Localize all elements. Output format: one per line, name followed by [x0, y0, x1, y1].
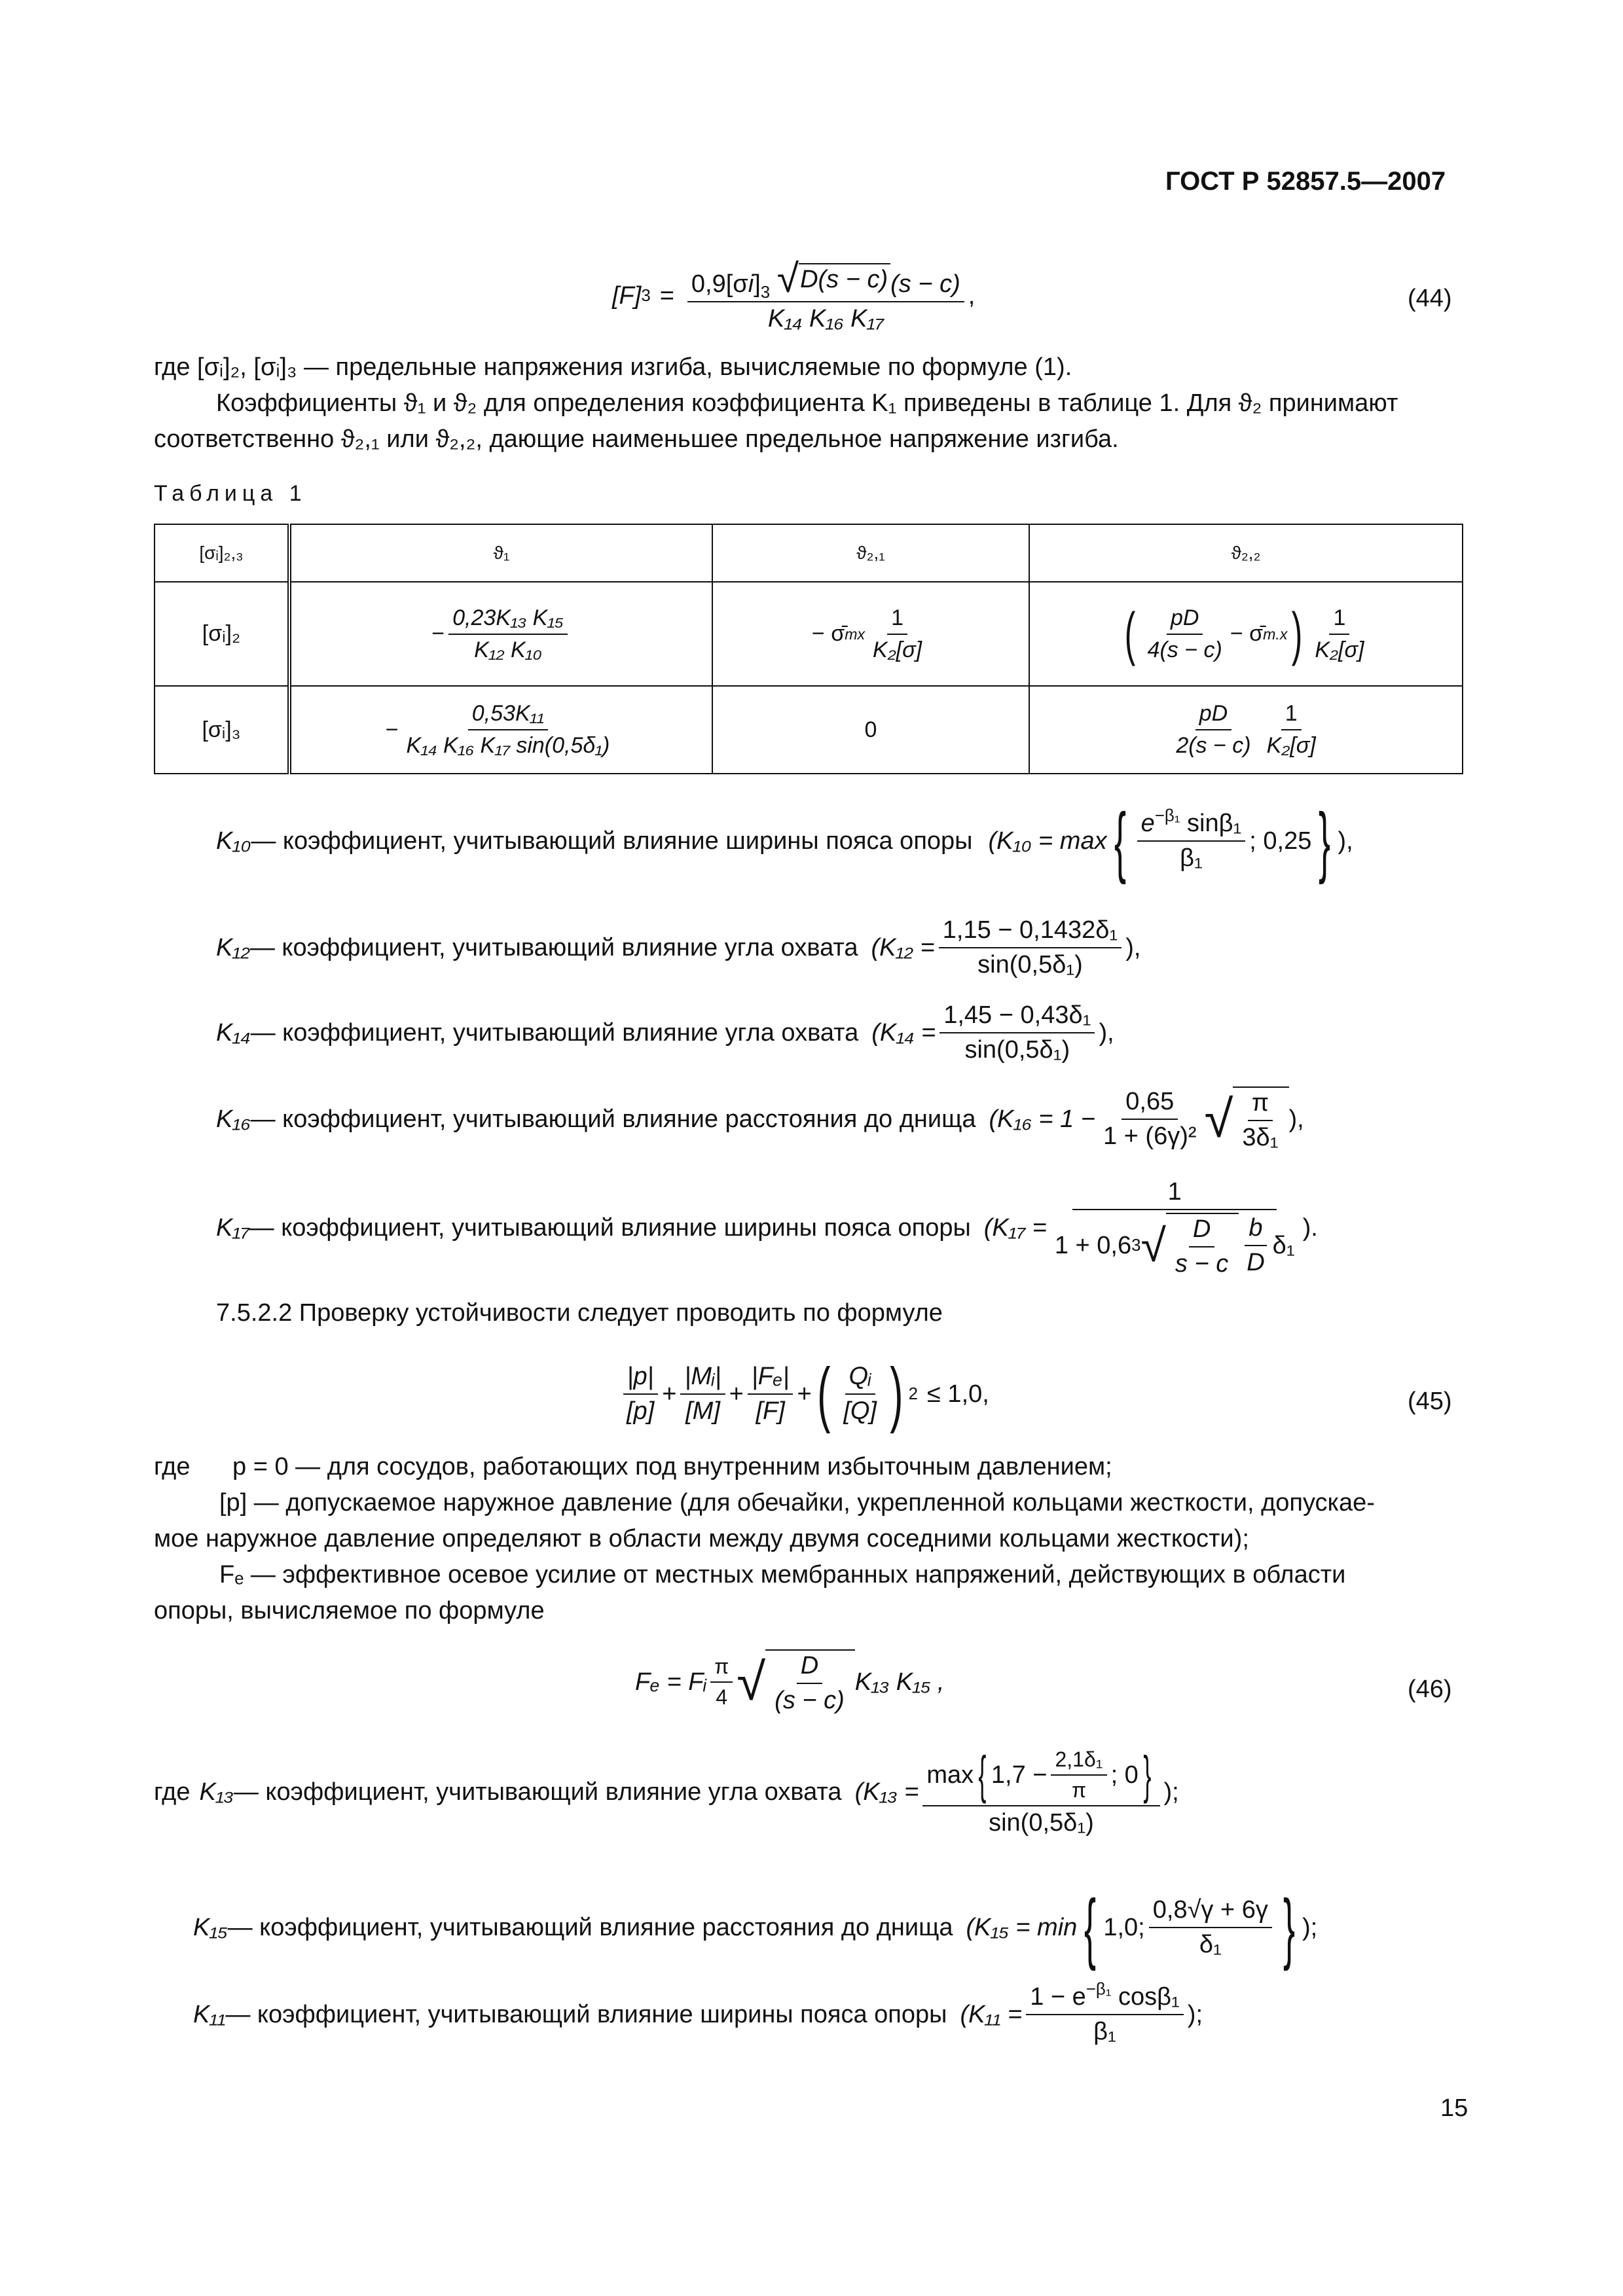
- frac-den: K₂[σ]: [1315, 637, 1364, 662]
- def-close: ),: [1125, 933, 1141, 961]
- frac-num: 1: [1329, 605, 1349, 635]
- def-text: — коэффициент, учитывающий влияние расстояния до днища: [227, 1913, 953, 1941]
- def-close: ),: [1338, 827, 1353, 855]
- frac-den: π: [1071, 1778, 1087, 1802]
- def-formula-pre: (K₁₇ =: [983, 1214, 1047, 1242]
- eq44-num-rest: ]: [754, 270, 761, 298]
- para1-line3: соответственно ϑ₂,₁ или ϑ₂,₂, дающие наименьшее предельное напряжение изгиба.: [154, 425, 1119, 453]
- frac-num: |Fₑ|: [748, 1363, 793, 1395]
- def-close: );: [1187, 2000, 1203, 2028]
- frac-num-tail: cosβ₁: [1111, 1983, 1180, 2011]
- section-7-5-2-2: 7.5.2.2 Проверку устойчивости следует проводить по формуле: [216, 1299, 943, 1327]
- table-header-theta1: ϑ₁: [289, 524, 712, 582]
- para1-line1: где [σᵢ]₂, [σᵢ]₃ — предельные напряжения изгиба, вычисляемые по формуле (1).: [154, 353, 1072, 381]
- frac-den: K₂[σ]: [1266, 733, 1316, 758]
- frac-den: sin(0,5δ₁): [989, 1809, 1094, 1837]
- frac-num: |p|: [623, 1363, 658, 1395]
- def-k14: [216, 1001, 1114, 1064]
- def-k16: K₁₆ — коэффициент, учитывающий влияние расстояния до днища (K₁₆ = 1 − $\frac{0,65}{\text{1 + (6γ)²}}$ √ $\frac{\pi}{\text{3δ₁}}$ ),: [216, 1088, 1304, 1151]
- def-text: — коэффициент, учитывающий влияние ширины пояса опоры: [249, 1214, 971, 1242]
- table-row: [155, 582, 1463, 686]
- table-cell: − σ̄ mx $\frac{1}{\text{K₂[σ]}}$: [712, 582, 1029, 686]
- table-cell: ( $\frac{pD}{4(s - c)}$ − σ̄ m.x ) $\frac{1}{\text{K₂[σ]}}$: [1029, 582, 1463, 686]
- def-formula-pre: (K₁₄ =: [871, 1018, 936, 1047]
- def-text: — коэффициент, учитывающий влияние ширины пояса опоры: [225, 2000, 947, 2028]
- frac-num-b: ; 0: [1110, 1761, 1139, 1789]
- frac-num: D: [797, 1652, 822, 1684]
- frac-den: 3δ₁: [1242, 1124, 1279, 1151]
- frac-num: 1 − e: [1030, 1983, 1086, 2011]
- frac-num: π: [710, 1655, 733, 1683]
- def-formula-pre: (K₁₅ = min: [966, 1913, 1078, 1941]
- cell-mid: − σ̄: [1230, 621, 1264, 646]
- frac-den: [F]: [756, 1397, 785, 1425]
- def-symbol: K₁₀: [216, 827, 251, 855]
- frac-num-pre: max: [926, 1761, 974, 1789]
- table-cell: − $\frac{\text{0,23K₁₃ K₁₅}}{\text{K₁₂ K₁₀}}$: [289, 582, 712, 686]
- table-cell-label: [σᵢ]₂: [155, 582, 289, 686]
- frac-den: K₂[σ]: [873, 637, 922, 662]
- frac-num: 1,45 − 0,43δ₁: [939, 1001, 1095, 1033]
- table-header-row: [155, 524, 1463, 582]
- def-text: — коэффициент, учитывающий влияние угла охвата: [233, 1778, 842, 1806]
- frac-den: s − c: [1175, 1250, 1229, 1278]
- frac-num: 1: [1281, 701, 1302, 730]
- frac-num: 0,23K₁₃ K₁₅: [448, 605, 568, 635]
- def-text: — коэффициент, учитывающий влияние угла охвата: [249, 933, 858, 961]
- eq46-tail: K₁₃ K₁₅ ,: [854, 1668, 945, 1696]
- def-close: );: [1163, 1778, 1179, 1806]
- frac-den: [M]: [685, 1397, 720, 1425]
- def-formula-pre: (K₁₀ = max: [988, 827, 1107, 855]
- frac-den: β₁: [1093, 2018, 1116, 2045]
- frac-num: b: [1245, 1214, 1266, 1246]
- frac-den-tail: δ₁: [1272, 1231, 1295, 1259]
- frac-num-sup: −β₁: [1085, 1980, 1112, 1999]
- equation-46-number: (46): [1408, 1676, 1452, 1703]
- def-close: ),: [1288, 1105, 1304, 1133]
- def-k10: K₁₀ — коэффициент, учитывающий влияние ширины пояса опоры (K₁₀ = max { $\frac{e^{-\beta_1} \sin\beta_1}{\text{β₁}}$ ; 0,25 } ),: [216, 797, 1353, 885]
- equation-44: [F] 3 = $0,9[\sigma i]_3$ √ D(s − c) (s − c) K₁₄ K₁₆ K₁₇ ,: [612, 256, 976, 332]
- def-formula-pre: (K₁₁ =: [960, 2000, 1023, 2028]
- frac-num-a: 1,7 −: [991, 1761, 1048, 1789]
- table-cell: − $\frac{\text{0,53K₁₁}}{\text{K₁₄ K₁₆ K₁₇ sin(0,5δ₁)}}$: [289, 686, 712, 774]
- frac-num: 1: [1072, 1178, 1277, 1210]
- frac-num: e: [1140, 810, 1155, 837]
- def-formula-pre: (K₁₆ = 1 −: [989, 1105, 1095, 1133]
- frac-den: 1 + (6γ)²: [1103, 1122, 1197, 1150]
- eq46-lhs: Fₑ = Fᵢ: [635, 1668, 707, 1696]
- frac-num: pD: [1195, 701, 1231, 730]
- frac-den: sin(0,5δ₁): [964, 1036, 1070, 1064]
- def-a: 1,0;: [1103, 1913, 1145, 1941]
- table-cell: 0: [712, 686, 1029, 774]
- frac-num-tail: sinβ₁: [1180, 810, 1242, 837]
- eq44-den: K₁₄ K₁₆ K₁₇: [767, 305, 884, 332]
- def-symbol: K₁₁: [193, 2000, 226, 2028]
- frac-num: 0,65: [1122, 1088, 1178, 1120]
- def-k13: где K₁₃ — коэффициент, учитывающий влияние угла охвата (K₁₃ = max { 1,7 − $\frac{\text{2,1δ₁}}{\pi}$ ; 0 } sin(0,5δ₁) );: [154, 1746, 1179, 1837]
- frac-den: 2(s − c): [1176, 733, 1251, 758]
- para1-line2: Коэффициенты ϑ₁ и ϑ₂ для определения коэффициента K₁ приведены в таблице 1. Для ϑ₂ принимают: [216, 389, 1398, 417]
- def-k17: K₁₇ — коэффициент, учитывающий влияние ширины пояса опоры (K₁₇ = 1 1 + 0,6 3 √ $\frac{D}{s - c}$ $\frac{b}{D}$ δ₁ ).: [216, 1178, 1318, 1278]
- def-formula-pre: (K₁₂ =: [871, 933, 935, 961]
- eq44-num-tail: (s − c): [890, 270, 960, 298]
- cell-prefix: − σ̄: [811, 621, 845, 646]
- def-text: — коэффициент, учитывающий влияние ширины пояса опоры: [251, 827, 973, 855]
- frac-den: D: [1247, 1249, 1265, 1276]
- eq44-sqrt: D(s − c): [799, 263, 890, 294]
- def-symbol: K₁₂: [216, 933, 250, 961]
- para2-label: где: [154, 1453, 191, 1480]
- frac-den: [Q]: [843, 1397, 877, 1425]
- def-symbol: K₁₇: [216, 1214, 249, 1242]
- eq44-num-i: i: [748, 270, 754, 298]
- table-header-sigma: [σᵢ]₂,₃: [155, 524, 289, 582]
- def-close: ).: [1302, 1214, 1318, 1242]
- eq44-num: 0,9[σ: [691, 270, 748, 298]
- frac-den: β₁: [1180, 844, 1203, 872]
- table-header-theta21: ϑ₂,₁: [712, 524, 1029, 582]
- page-number: 15: [1440, 2094, 1468, 2122]
- def-symbol: K₁₅: [193, 1913, 228, 1941]
- para2-line3: мое наружное давление определяют в области между двумя соседними кольцами жесткости);: [154, 1525, 1249, 1552]
- eq44-num-sub: 3: [760, 283, 771, 302]
- frac-num: π: [1248, 1089, 1273, 1121]
- frac-num: 1: [887, 605, 907, 635]
- frac-num: D: [1189, 1215, 1214, 1247]
- frac-num: pD: [1167, 605, 1203, 635]
- frac-den-pre: 1 + 0,6: [1054, 1231, 1132, 1259]
- para2-line5: опоры, вычисляемое по формуле: [154, 1597, 545, 1624]
- equation-45-number: (45): [1408, 1388, 1452, 1415]
- equation-44-number: (44): [1408, 285, 1452, 312]
- def-symbol: K₁₃: [199, 1778, 234, 1806]
- def-text: — коэффициент, учитывающий влияние расстояния до днища: [250, 1105, 976, 1133]
- frac-num: 1,15 − 0,1432δ₁: [939, 916, 1122, 948]
- def-text: — коэффициент, учитывающий влияние угла охвата: [250, 1018, 859, 1047]
- frac-den: 4: [716, 1685, 728, 1709]
- equation-46: Fₑ = Fᵢ $\frac{\pi}{4}$ √ $\frac{D}{(s - c)}$ K₁₃ K₁₅ ,: [635, 1649, 944, 1715]
- frac-num: 2,1δ₁: [1051, 1748, 1106, 1776]
- frac-den: [p]: [627, 1397, 655, 1425]
- eq44-fraction: $0,9[\sigma i]_3$ √ D(s − c) (s − c) K₁₄ K₁₆ K₁₇: [687, 259, 964, 333]
- eq45-rhs: ≤ 1,0,: [927, 1380, 989, 1408]
- def-symbol: K₁₄: [216, 1018, 251, 1047]
- frac-den: δ₁: [1199, 1931, 1222, 1958]
- table-1: [154, 524, 1463, 774]
- table-cell: [1029, 686, 1463, 774]
- frac-den: (s − c): [775, 1687, 845, 1714]
- table-caption: Таблица 1: [154, 481, 307, 506]
- def-close: );: [1302, 1913, 1318, 1941]
- eq44-lhs: [F]: [612, 281, 642, 310]
- frac-num: 0,53K₁₁: [468, 701, 548, 730]
- frac-den: sin(0,5δ₁): [977, 951, 1083, 978]
- frac-num: |Mᵢ|: [680, 1363, 725, 1395]
- frac-num: 0,8√γ + 6γ: [1149, 1896, 1272, 1928]
- para2-line1: p = 0 — для сосудов, работающих под внутренним избыточным давлением;: [232, 1453, 1112, 1480]
- def-close: ),: [1099, 1018, 1114, 1047]
- document-code: ГОСТ Р 52857.5—2007: [1165, 167, 1446, 196]
- frac-num: Qᵢ: [845, 1363, 875, 1395]
- def-k15: K₁₅ — коэффициент, учитывающий влияние расстояния до днища (K₁₅ = min { 1,0; $\frac{0,8√\gamma + 6\gamma}{\text{δ₁}}$ } );: [193, 1884, 1318, 1971]
- table-row: [155, 686, 1463, 774]
- def-lead: где: [154, 1778, 191, 1806]
- def-symbol: K₁₆: [216, 1105, 251, 1133]
- frac-num-sup: −β₁: [1154, 806, 1180, 825]
- table-cell-label: [σᵢ]₃: [155, 686, 289, 774]
- frac-den: 4(s − c): [1147, 637, 1222, 662]
- def-formula-pre: (K₁₃ =: [854, 1778, 919, 1806]
- eq44-comma: ,: [968, 281, 976, 310]
- table-header-theta22: ϑ₂,₂: [1029, 524, 1463, 582]
- def-k11: [193, 1980, 1203, 2046]
- def-tail: ; 0,25: [1249, 827, 1312, 855]
- para2-line2: [p] — допускаемое наружное давление (для обечайки, укрепленной кольцами жесткости, допускае-: [219, 1489, 1375, 1516]
- frac-den: K₁₄ K₁₆ K₁₇ sin(0,5δ₁): [406, 733, 610, 758]
- para2-line4: Fₑ — эффективное осевое усилие от местных мембранных напряжений, действующих в области: [219, 1561, 1346, 1588]
- def-k12: [216, 916, 1140, 979]
- equation-45: $\frac{|p|}{[p]}$ + $\frac{\text{|Mᵢ|}}{[M]}$ + $\frac{\text{|Fₑ|}}{[F]}$ + ( $\frac{\text{Qᵢ}}{[Q]}$ ) 2 ≤ 1,0,: [619, 1358, 989, 1430]
- frac-den: K₁₂ K₁₀: [474, 637, 542, 662]
